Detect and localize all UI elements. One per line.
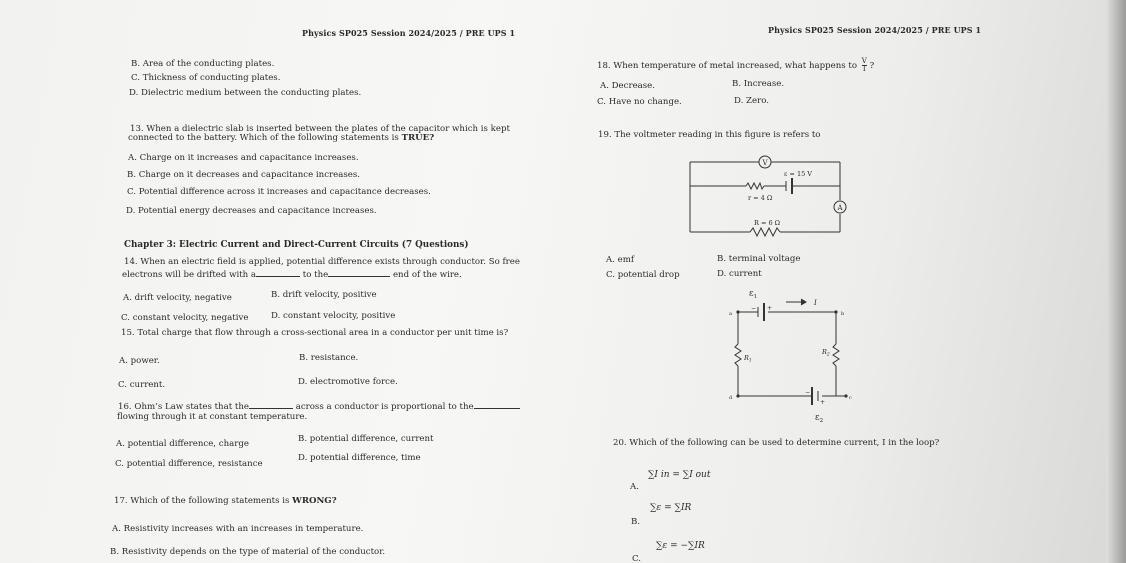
q19-stem: 19. The voltmeter reading in this figure is refers to [598,130,821,140]
voltmeter-label: V [762,159,768,167]
q12-option-c: C. Thickness of conducting plates. [131,73,281,83]
q18-stem: 18. When temperature of metal increased, what happens to $\frac{V}{I}$ ? [597,57,875,73]
header-right: Physics SP025 Session 2024/2025 / PRE UPS 1 [768,25,982,35]
q16-blank-1 [249,400,293,409]
q20-option-a-letter: A. [630,482,639,492]
q19-option-a: A. emf [606,255,635,265]
q12-option-b: B. Area of the conducting plates. [131,59,275,69]
q18-option-d: D. Zero. [734,96,769,106]
loop-circuit-figure [728,284,858,424]
q19-option-d: D. current [717,269,762,279]
q20-option-c-formula: ∑ε = −∑IR [656,541,705,551]
node-c-label: c [849,395,852,401]
q15-option-b: B. resistance. [299,353,359,363]
q16-option-c: C. potential difference, resistance [115,459,263,469]
q17-option-a: A. Resistivity increases with an increases in temperature. [112,524,364,534]
q17-option-b: B. Resistivity depends on the type of material of the conductor. [110,547,386,557]
q13-option-c: C. Potential difference across it increases and capacitance decreases. [127,187,431,197]
internal-resistance-label: r = 4 Ω [748,194,773,202]
q15-stem: 15. Total charge that flow through a cross-sectional area in a conductor per unit time is? [121,328,509,338]
q19-circuit-figure [690,148,860,238]
q19-option-b: B. terminal voltage [717,254,801,264]
q14-blank-1 [256,268,300,277]
emf2-label: $\varepsilon_2$ [815,413,824,424]
q20-option-b-letter: B. [631,517,641,527]
q14-option-b: B. drift velocity, positive [271,290,377,300]
q15-option-a: A. power. [119,356,160,366]
q16-option-d: D. potential difference, time [298,453,421,463]
ammeter-label: A [837,204,843,212]
emf2-minus: − [805,389,811,396]
q17-stem: 17. Which of the following statements is WRONG? [114,496,337,506]
emf-label: ε = 15 V [784,170,812,178]
external-resistance-label: R = 6 Ω [754,219,781,227]
q20-option-b-formula: ∑ε = ∑IR [650,503,692,513]
q18-fraction: $\frac{V}{I}$ [861,57,867,73]
r2-label: $R_2$ [822,348,830,358]
q15-option-c: C. current. [118,380,166,390]
q13-option-a: A. Charge on it increases and capacitance increases. [128,153,359,163]
q14-option-c: C. constant velocity, negative [121,313,249,323]
q16-stem-line1: 16. Ohm’s Law states that the across a conductor is proportional to the [118,400,520,412]
q14-option-d: D. constant velocity, positive [271,311,396,321]
q12-option-d: D. Dielectric medium between the conducting plates. [129,88,362,98]
emf2-plus: + [820,399,826,406]
q13-stem-line2: connected to the battery. Which of the following statements is TRUE? [128,133,435,143]
q15-option-d: D. electromotive force. [298,377,398,387]
current-label: I [814,299,817,307]
q13-option-b: B. Charge on it decreases and capacitance increases. [127,170,360,180]
emf1-plus: + [767,305,773,312]
q14-blank-2 [328,268,390,277]
q16-option-a: A. potential difference, charge [116,439,249,449]
q19-option-c: C. potential drop [606,270,680,280]
emf1-label: $\varepsilon_1$ [749,289,758,300]
emf1-minus: − [751,305,757,312]
q14-stem-line1: 14. When an electric field is applied, potential difference exists through conductor. So free [124,257,520,267]
q14-stem-line2: electrons will be drifted with a to the end of the wire. [122,270,462,280]
q18-option-a: A. Decrease. [600,81,656,91]
q13-option-d: D. Potential energy decreases and capacitance increases. [126,206,377,216]
q16-blank-2 [474,400,520,409]
q20-stem: 20. Which of the following can be used to determine current, I in the loop? [613,438,940,448]
node-a-label: a [729,311,732,317]
node-d-label: d [729,395,733,401]
q16-stem-line2: flowing through it at constant temperature. [117,412,308,422]
q18-option-c: C. Have no change. [597,97,682,107]
page-edge-shadow [1106,0,1126,563]
q16-option-b: B. potential difference, current [298,434,434,444]
chapter-title: Chapter 3: Electric Current and Direct-Current Circuits (7 Questions) [124,240,469,250]
q20-option-c-letter: C. [632,554,642,563]
node-b-label: b [841,311,845,317]
q18-option-b: B. Increase. [732,79,785,89]
q14-option-a: A. drift velocity, negative [123,293,232,303]
header-left: Physics SP025 Session 2024/2025 / PRE UPS 1 [302,28,516,38]
q13-stem-line1: 13. When a dielectric slab is inserted between the plates of the capacitor which is kept [130,124,510,134]
r1-label: $R_1$ [744,354,752,364]
q20-option-a-formula: ∑I in = ∑I out [648,470,711,480]
